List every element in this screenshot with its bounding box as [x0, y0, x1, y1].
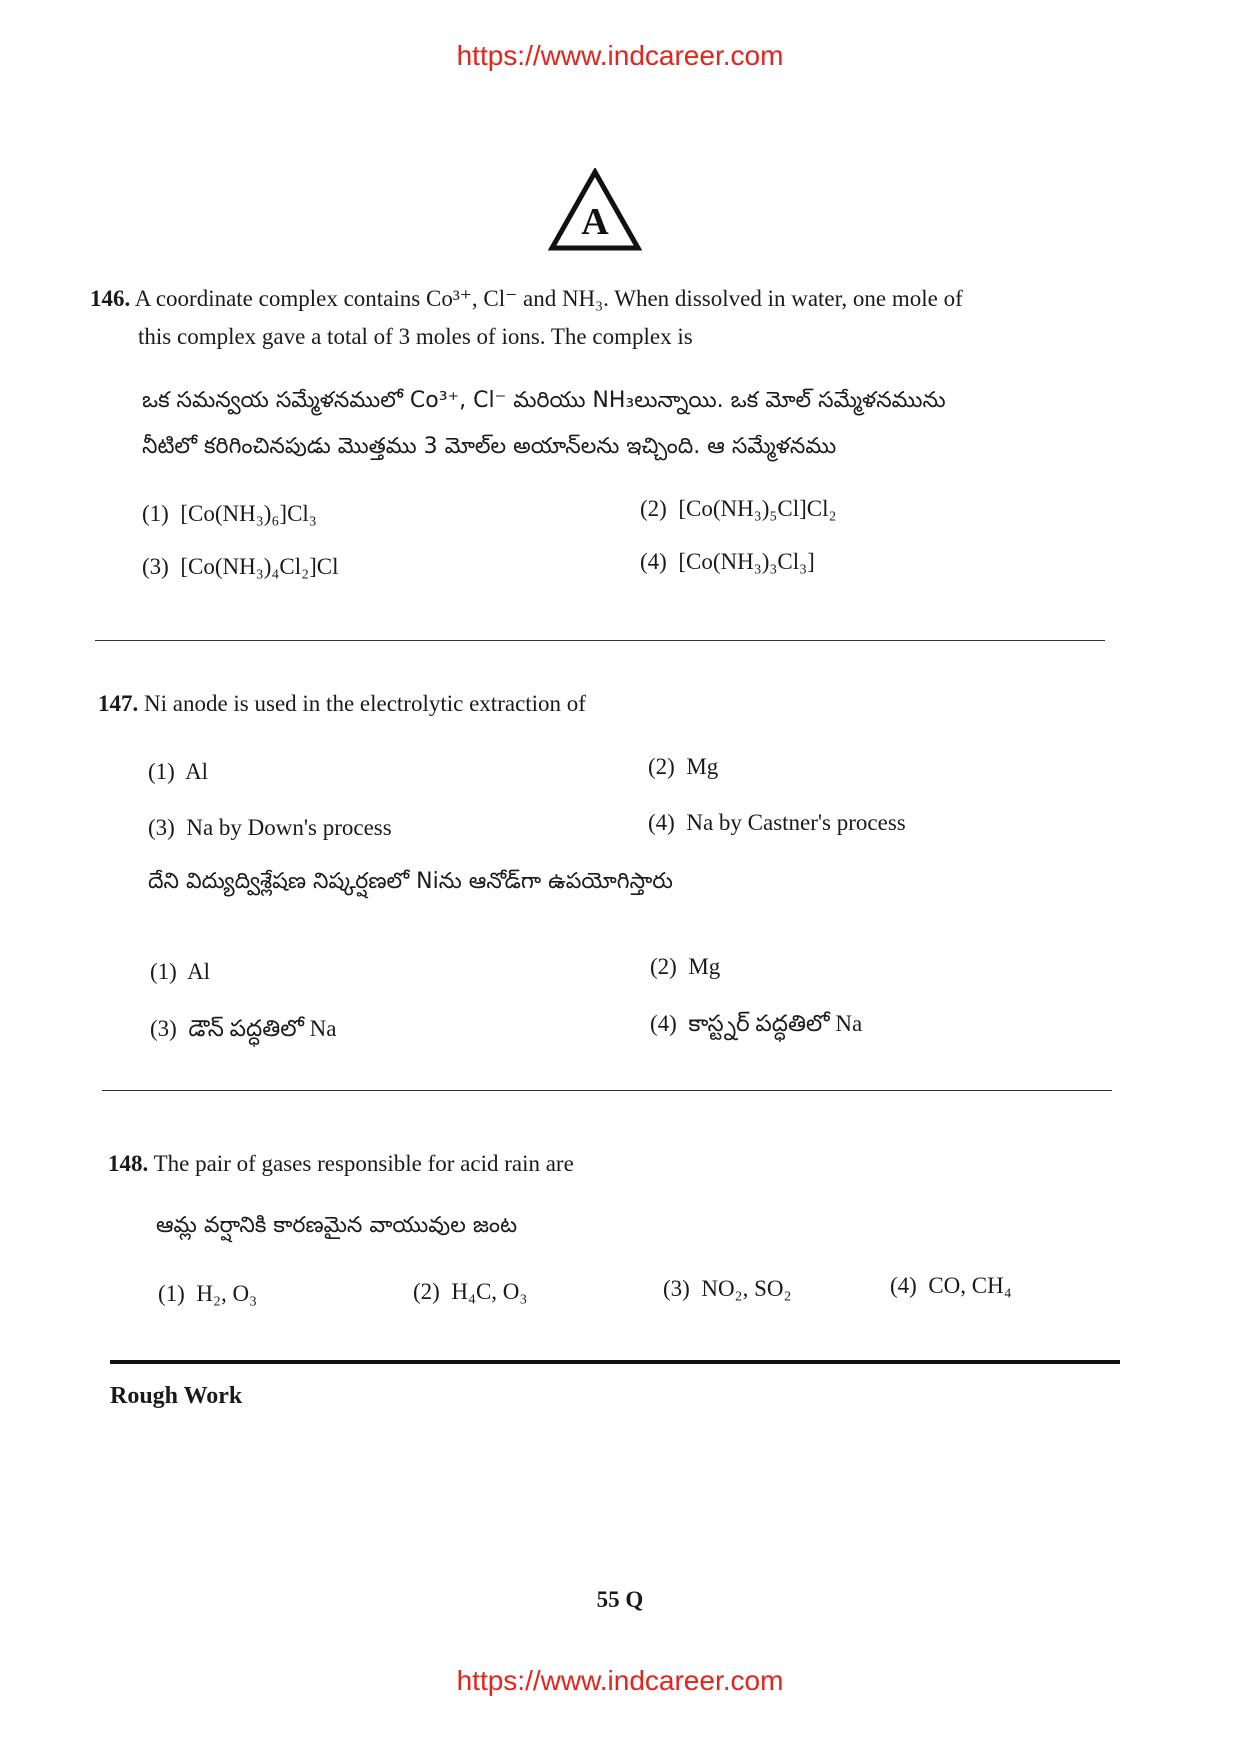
option-2: (2) Mg	[648, 754, 719, 779]
question-147	[98, 685, 1118, 1041]
divider	[102, 1090, 1112, 1091]
option-4: (4) CO, CH₄	[890, 1273, 1012, 1298]
page-number: 55 Q	[596, 1587, 644, 1612]
question-number: 146.	[90, 286, 131, 311]
question-telugu	[142, 378, 1102, 470]
telugu-line: దేని విద్యుద్విశ్లేషణ నిష్కర్షణలో Niను ఆనోడ్‌గా ఉపయోగిస్తారు	[148, 869, 673, 894]
telugu-line: ఆమ్ల వర్షానికి కారణమైన వాయువుల జంట	[156, 1213, 518, 1238]
rough-work-divider	[110, 1360, 1120, 1364]
option-3-telugu: (3) డౌన్ పద్ధతిలో Na	[150, 1016, 337, 1041]
telugu-line: ఒక సమన్వయ సమ్మేళనములో Co³⁺, Cl⁻ మరియు NH₃లున్నాయి. ఒక మోల్ సమ్మేళనమును	[142, 388, 946, 413]
option-1: (1) Al	[148, 759, 209, 784]
footer-link[interactable]: https://www.indcareer.com	[456, 1665, 784, 1696]
option-3: (3) Na by Down's process	[148, 815, 392, 840]
option-1-telugu: (1) Al	[150, 959, 211, 984]
question-number: 148.	[108, 1151, 149, 1176]
question-stem: Ni anode is used in the electrolytic extraction of	[144, 691, 586, 716]
question-stem-continued: this complex gave a total of 3 moles of ions. The complex is	[138, 324, 693, 349]
question-number: 147.	[98, 691, 139, 716]
option-4: (4) Na by Castner's process	[648, 810, 906, 835]
option-4: (4) [Co(NH₃)₃Cl₃]	[640, 549, 815, 574]
option-1: (1) H₂, O₃	[158, 1281, 258, 1306]
option-2-telugu: (2) Mg	[650, 954, 721, 979]
question-telugu	[156, 1203, 1116, 1249]
option-1: (1) [Co(NH₃)₆]Cl₃	[142, 501, 317, 526]
question-stem: The pair of gases responsible for acid rain are	[153, 1151, 574, 1176]
option-2: (2) [Co(NH₃)₅Cl]Cl₂	[640, 496, 837, 521]
booklet-series-mark	[548, 168, 642, 252]
question-146	[90, 280, 1110, 579]
rough-work-label: Rough Work	[110, 1383, 243, 1409]
option-3: (3) NO₂, SO₂	[663, 1276, 792, 1301]
telugu-line: నీటిలో కరిగించినపుడు మొత్తము 3 మోల్‌ల అయాన్‌లను ఇచ్చింది. ఆ సమ్మేళనము	[142, 434, 837, 459]
question-stem: A coordinate complex contains Co³⁺, Cl⁻ and NH₃. When dissolved in water, one mole of	[134, 286, 963, 311]
option-4-telugu: (4) కాస్ట్నర్ పద్ధతిలో Na	[650, 1011, 863, 1036]
header-link[interactable]: https://www.indcareer.com	[456, 40, 784, 71]
option-3: (3) [Co(NH₃)₄Cl₂]Cl	[142, 554, 339, 579]
question-telugu	[148, 859, 1108, 905]
question-148	[108, 1145, 1128, 1306]
booklet-series-letter: A	[581, 201, 609, 243]
divider	[95, 640, 1105, 641]
option-2: (2) H₄C, O₃	[413, 1279, 528, 1304]
